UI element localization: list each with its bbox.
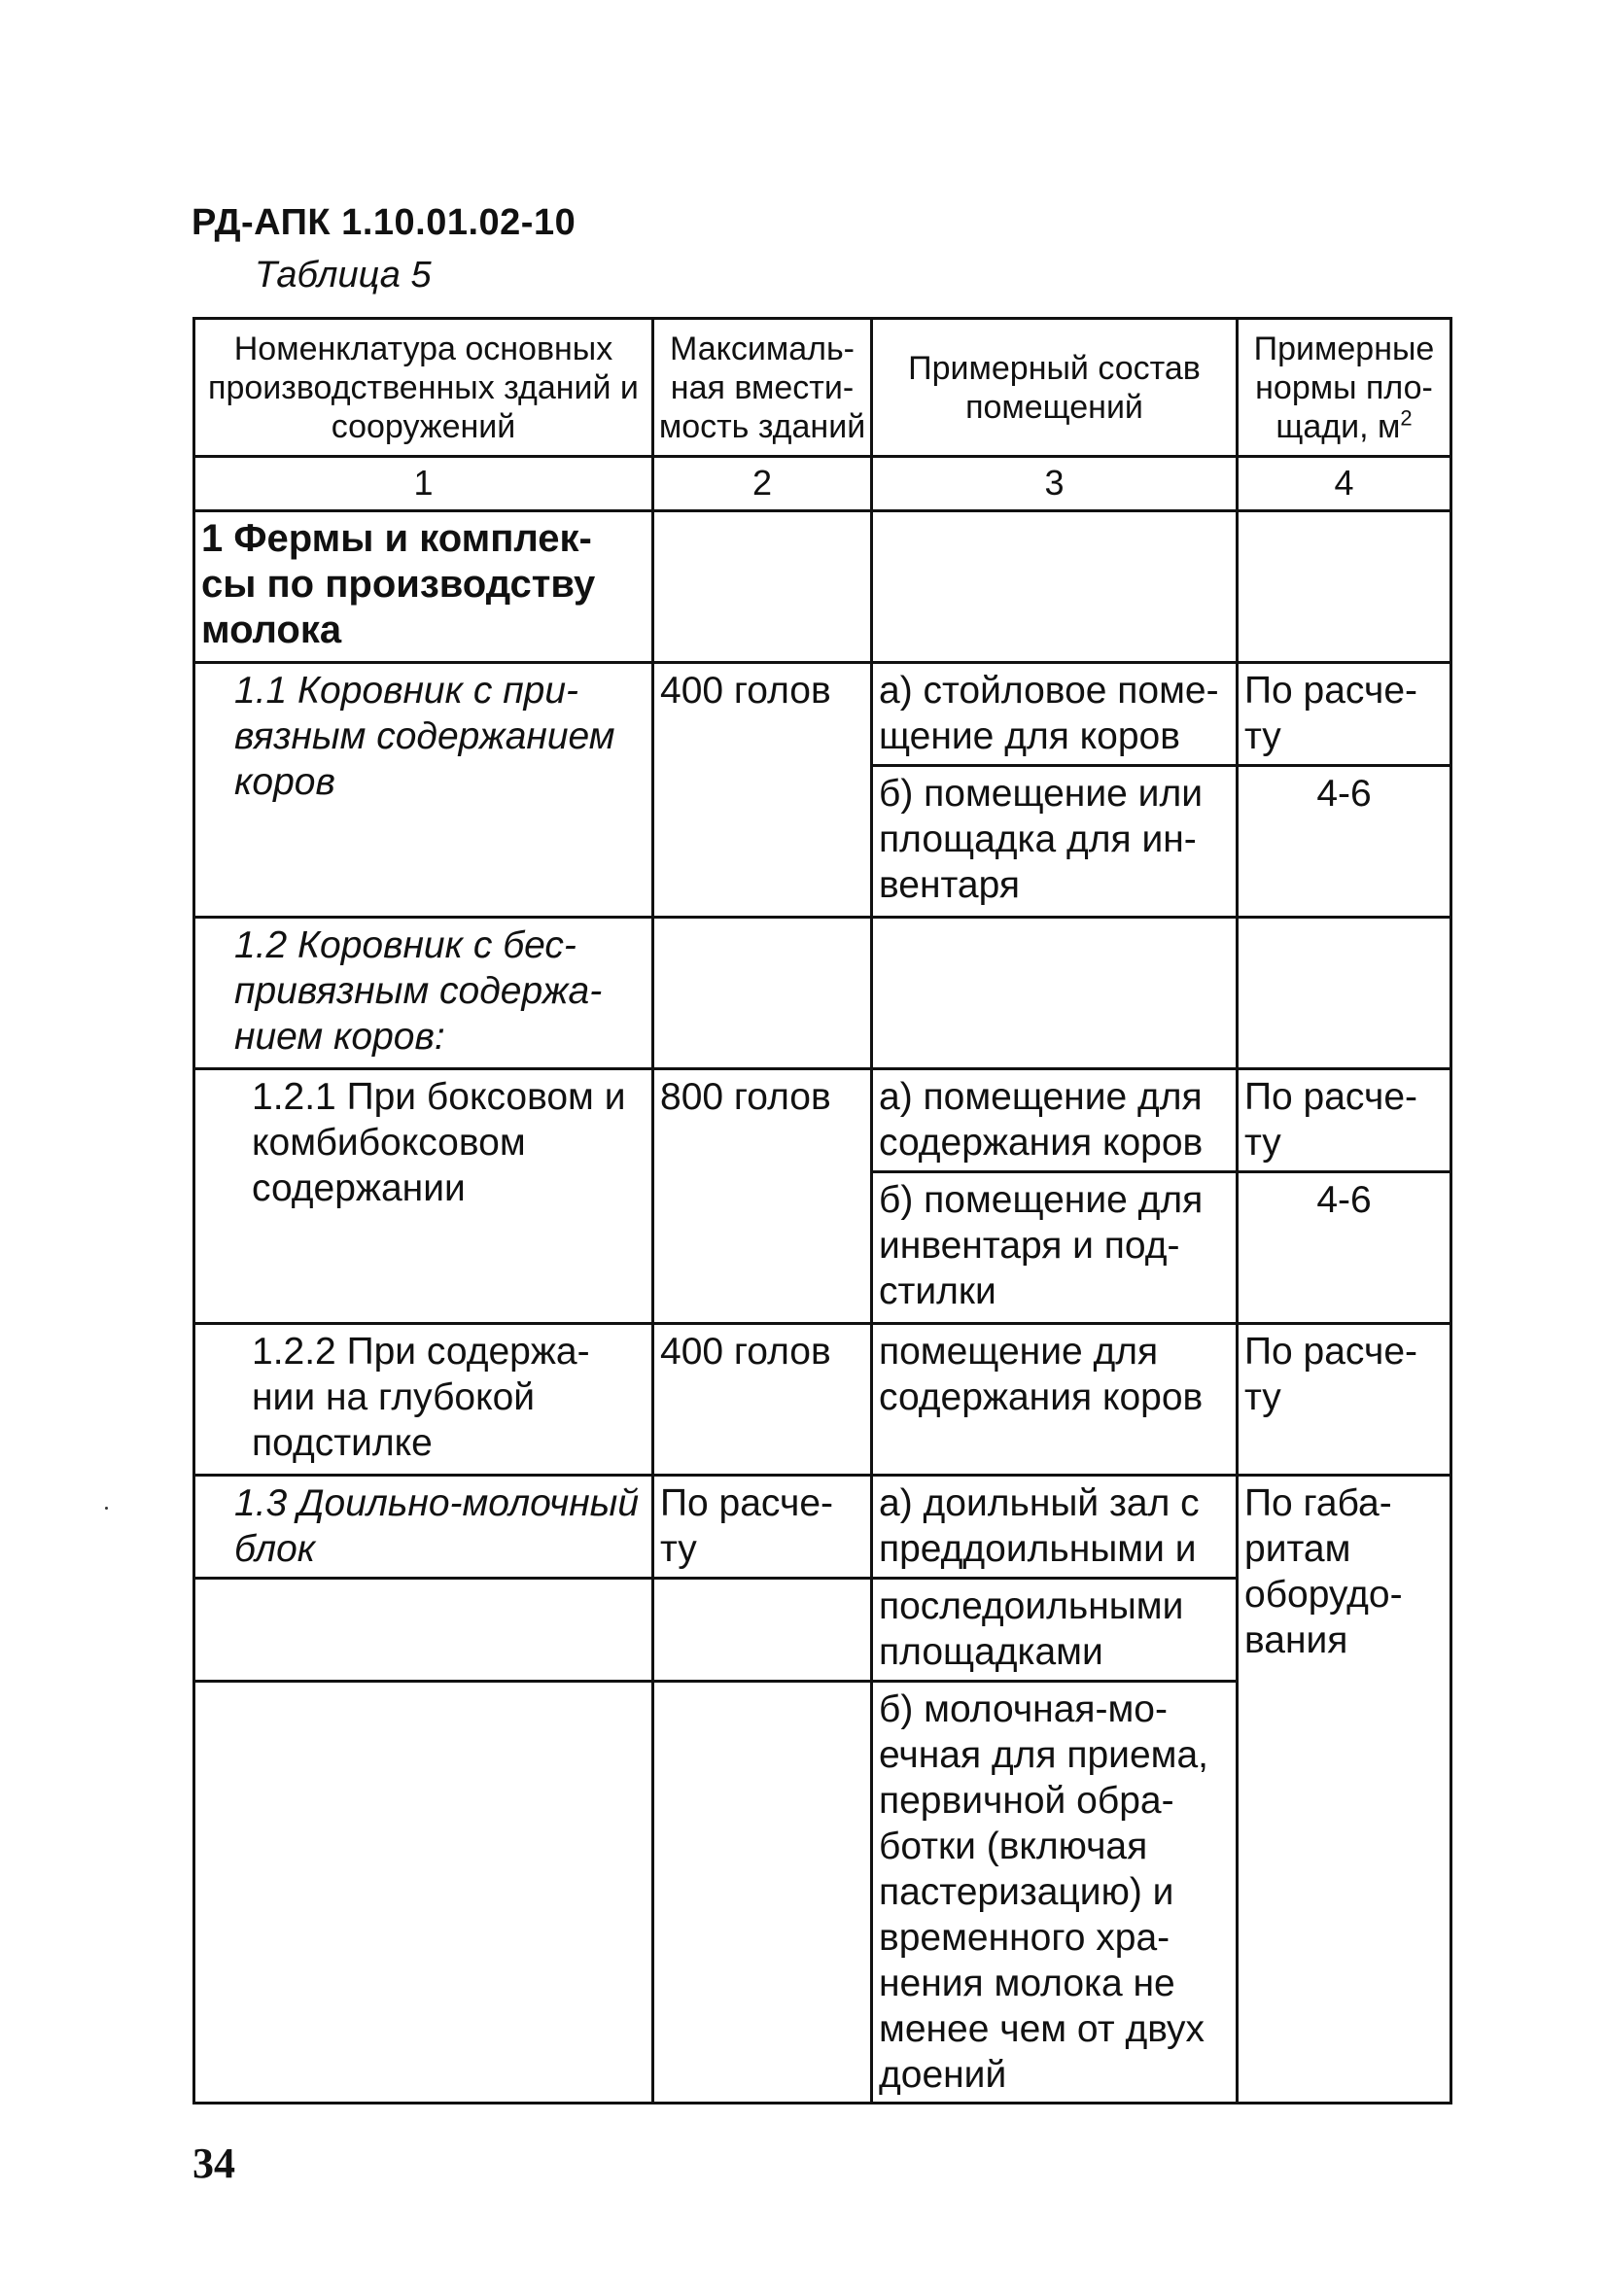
building-capacity: 400 голов	[653, 1324, 872, 1476]
table-header-row	[194, 319, 1451, 457]
room-area: По расче-ту	[1238, 1324, 1451, 1476]
column-header-rooms: Примерный состав помещений	[872, 319, 1238, 457]
table-row	[194, 1324, 1451, 1476]
column-number: 4	[1238, 457, 1451, 511]
room-description: б) молочная-мо-ечная для приема, первичной обра-ботки (включая пастеризацию) и временного хра-нения молока не менее чем от двух доений	[872, 1682, 1238, 2104]
room-description: а) помещение для содержания коров	[872, 1069, 1238, 1172]
room-description: а) доильный зал с преддоильными и	[872, 1476, 1238, 1579]
column-number: 2	[653, 457, 872, 511]
document-code: РД-АПК 1.10.01.02-10	[192, 202, 576, 243]
column-number: 3	[872, 457, 1238, 511]
building-capacity: По расче-ту	[653, 1476, 872, 1579]
empty-cell	[872, 511, 1238, 663]
room-description: б) помещение для инвентаря и под-стилки	[872, 1172, 1238, 1324]
section-title: 1 Фермы и комплек-сы по производству молока	[194, 511, 653, 663]
empty-cell	[1238, 511, 1451, 663]
room-description: б) помещение или площадка для ин-вентаря	[872, 766, 1238, 918]
empty-cell	[194, 1682, 653, 2104]
column-number-row	[194, 457, 1451, 511]
page-number: 34	[192, 2139, 235, 2187]
column-header-nomenclature: Номенклатура основных производственных зданий и сооружений	[194, 319, 653, 457]
table-row	[194, 663, 1451, 766]
room-area: 4-6	[1238, 766, 1451, 918]
table-row	[194, 1476, 1451, 1579]
room-area: По габа-ритам оборудо-вания	[1238, 1476, 1451, 2104]
empty-cell	[653, 1682, 872, 2104]
room-area: 4-6	[1238, 1172, 1451, 1324]
empty-cell	[872, 918, 1238, 1069]
column-header-capacity: Максималь-ная вмести-мость зданий	[653, 319, 872, 457]
room-description: помещение для содержания коров	[872, 1324, 1238, 1476]
column-number: 1	[194, 457, 653, 511]
empty-cell	[1238, 918, 1451, 1069]
empty-cell	[653, 511, 872, 663]
table-row	[194, 918, 1451, 1069]
room-area: По расче-ту	[1238, 663, 1451, 766]
section-row	[194, 511, 1451, 663]
building-name: 1.3 Доильно-молочный блок	[194, 1476, 653, 1579]
building-name: 1.2 Коровник с бес-привязным содержа-нием коров:	[194, 918, 653, 1069]
table-caption: Таблица 5	[255, 255, 432, 296]
column-header-area	[1238, 319, 1451, 457]
building-name: 1.2.2 При содержа-нии на глубокой подстилке	[194, 1324, 653, 1476]
building-capacity: 400 голов	[653, 663, 872, 918]
room-area: По расче-ту	[1238, 1069, 1451, 1172]
norms-table	[192, 317, 1452, 2105]
building-capacity: 800 голов	[653, 1069, 872, 1324]
room-description: а) стойловое поме-щение для коров	[872, 663, 1238, 766]
building-name: 1.2.1 При боксовом и комбибоксовом содержании	[194, 1069, 653, 1324]
scan-speck	[105, 1507, 108, 1510]
table-row	[194, 1069, 1451, 1172]
building-name: 1.1 Коровник с при-вязным содержанием коров	[194, 663, 653, 918]
column-header-area-text: Примерные нормы пло-щади, м	[1253, 330, 1435, 445]
area-unit-superscript: 2	[1400, 405, 1413, 431]
empty-cell	[653, 918, 872, 1069]
empty-cell	[194, 1579, 653, 1682]
empty-cell	[653, 1579, 872, 1682]
room-description: последоильными площадками	[872, 1579, 1238, 1682]
